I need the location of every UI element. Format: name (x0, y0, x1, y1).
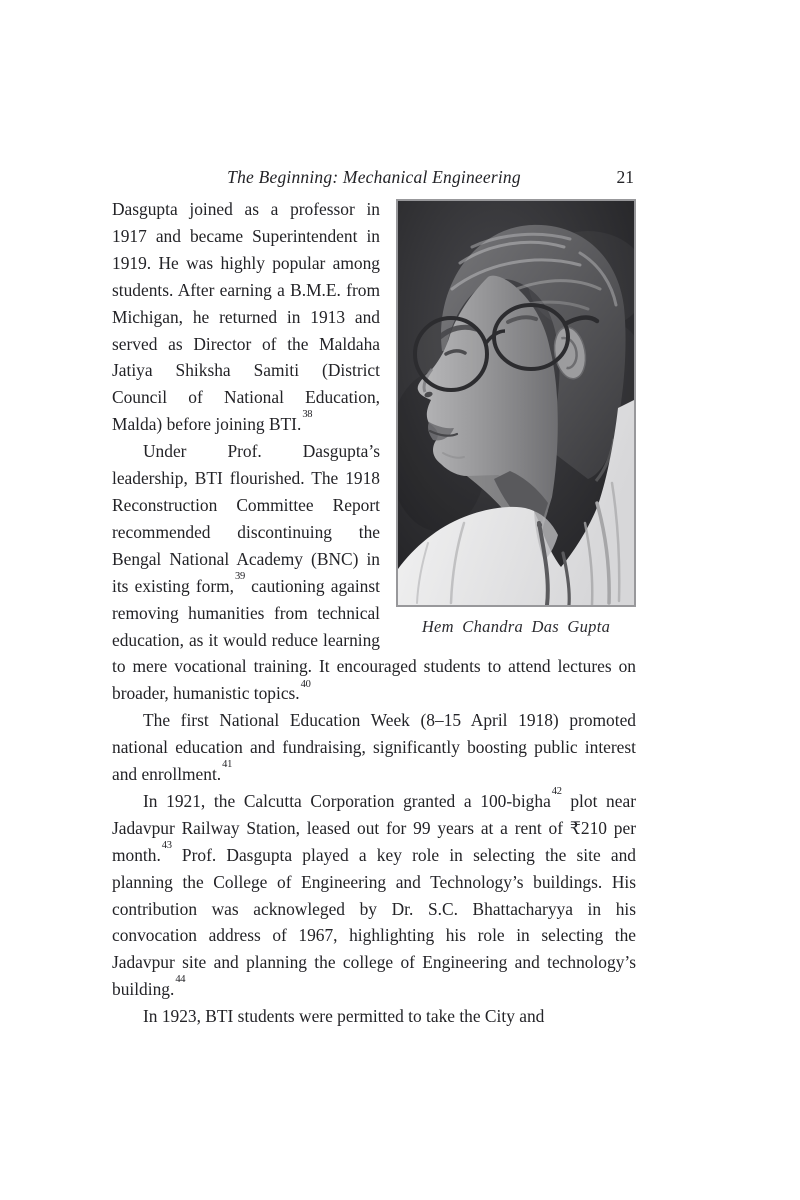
portrait-illustration (398, 201, 634, 605)
footnote-marker: 44 (175, 974, 186, 986)
paragraph: Under Prof. Dasgupta’s leadership, BTI flourished. The 1918 Reconstruction Committee Report recommended discontinuing the Bengal National Academy (BNC) in its existing form,$^{39}$ cautioning against removing humanities from technical education, as it would reduce learning to mere vocational training. It encouraged students to attend lectures on broader, humanistic topics.$^{40}$ (112, 441, 636, 704)
page-number: 21 (616, 167, 634, 187)
footnote-marker: 43 (161, 839, 172, 851)
portrait-figure (396, 199, 636, 637)
footnote-marker: 40 (300, 678, 311, 690)
footnote-marker: 38 (302, 409, 313, 421)
body-text (112, 196, 636, 1030)
page-content (112, 167, 636, 1030)
paragraph: Dasgupta joined as a professor in 1917 and became Superintendent in 1919. He was highly popular among students. After earning a B.M.E. from Michigan, he returned in 1913 and served as Director of the Maldaha Jatiya Shiksha Samiti (District Council of National Education, Malda) before joining BTI.$^{38}$ (112, 199, 380, 435)
portrait-photo (396, 199, 636, 607)
paragraph: In 1921, the Calcutta Corporation granted a 100-bigha$^{42}$ plot near Jadavpur Railway Station, leased out for 99 years at a rent of ₹210 per month.$^{43}$ Prof. Dasgupta played a key role in selecting the site and planning the College of Engineering and Technology’s buildings. His contribution was acknowleged by Dr. S.C. Bhattacharyya in his convocation address of 1967, highlighting his role in selecting the Jadavpur site and planning the college of Engineering and technology’s building.$^{44}$ (112, 786, 636, 1000)
running-header (112, 167, 636, 189)
footnote-marker: 42 (551, 786, 562, 798)
footnote-marker: 39 (235, 570, 245, 582)
portrait-caption: Hem Chandra Das Gupta (421, 617, 611, 636)
paragraph: In 1923, BTI students were permitted to take the City and (143, 1006, 545, 1027)
footnote-marker: 41 (222, 759, 233, 771)
chapter-title: The Beginning: Mechanical Engineering (227, 167, 521, 187)
paragraph: The first National Education Week (8–15 April 1918) promoted national education and fundraising, significantly boosting public interest and enrollment.$^{41}$ (112, 710, 636, 785)
